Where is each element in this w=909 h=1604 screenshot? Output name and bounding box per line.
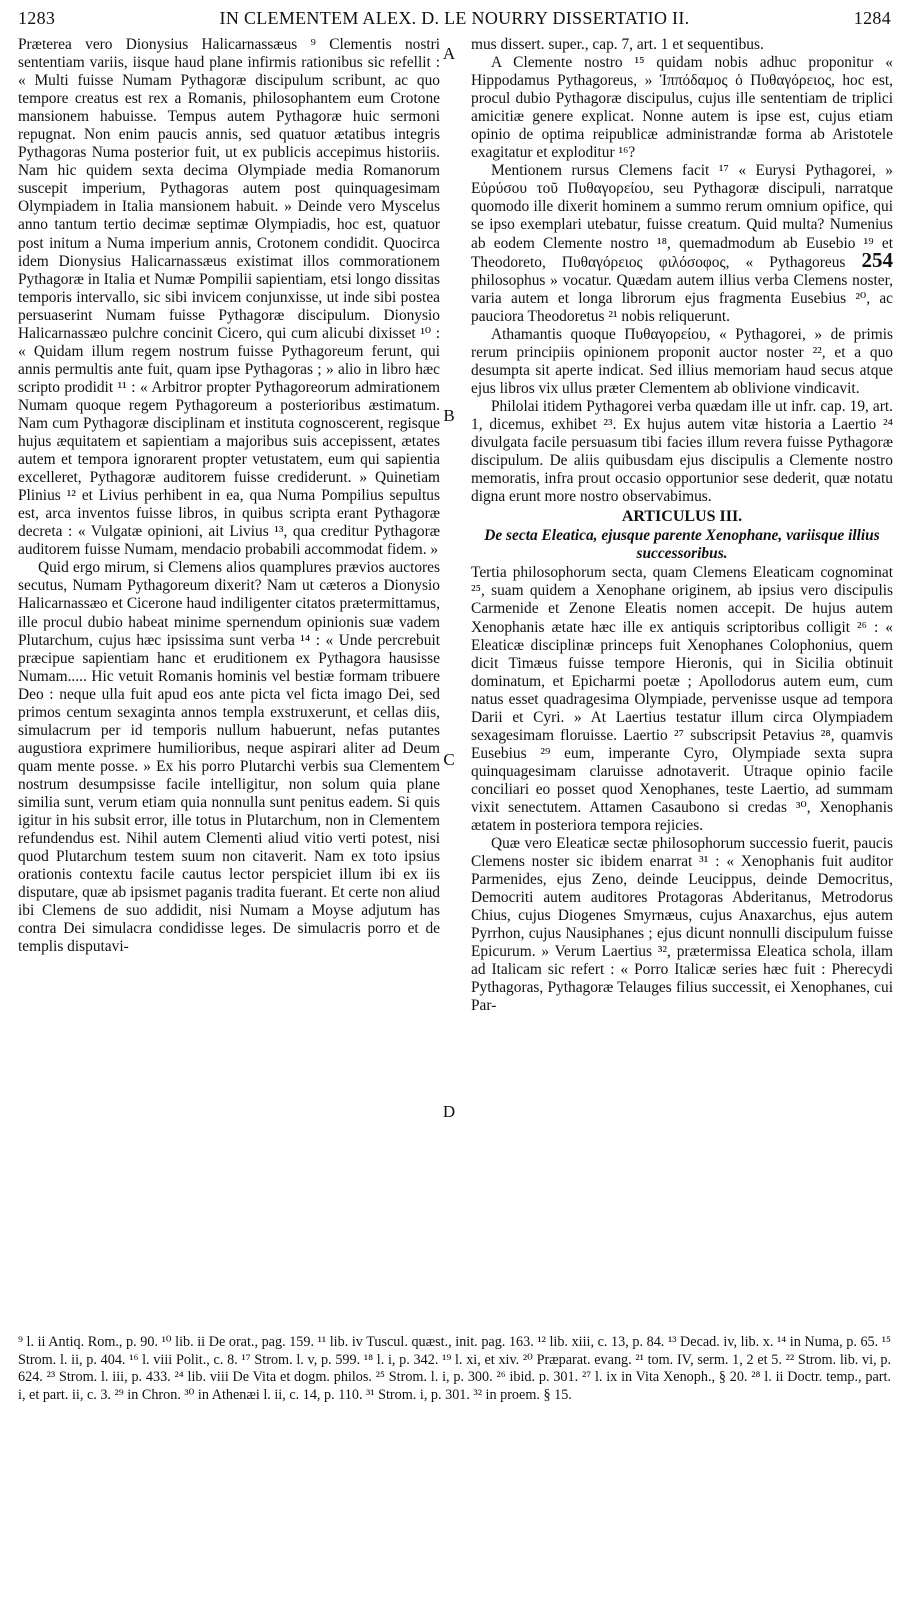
paragraph: Quid ergo mirum, si Clemens alios quamplures prævios auctores secutus, Numam Pythagoreum dixerit? Nam ut cæteros a Dionysio Halicarnassæo et Cicerone haud indiligenter citatos prætermittamus, ille procul dubio habeat minime spernendum opinionis suæ vadem Plutarchum, cujus hæc ipsissima sunt verba ¹⁴ : « Unde percrebuit præcipue sapientiam hanc et eruditionem ex Pythagora hausisse Numam..... Hic vetuit Romanis hominis vel bestiæ formam tribuere Deo : neque ulla fuit apud eos ante picta vel ficta imago Dei, sed primos centum sexaginta annos templa exstruxerunt, et cellas diis, simulacrum per id temporis nullum habuerunt, nefas putantes augustiora exprimere humilioribus, neque aspirari aliter ad Deum quam mente posse. » Ex his porro Plutarchi verbis sua Clementem nostrum desumpsisse facile intelligitur, non solum quia plane similia sunt, verum etiam quia nonnulla sunt penitus eadem. Si quis igitur in his subsit error, ille totus in Plutarchum, non in Clementem refundendus est. Nihil autem Clementi aliud vitio verti potest, nisi quod Plutarchum testem suum non citaverit. Nam ex toto ipsius orationis contextu facile cautus lector perspiciet illum ibi ex iis disputare, quæ ab ipsismet paganis tradita fuerant. Et certe non aliud ibi Clemens de suo addidit, nisi Numam a Moyse adjutum has contra Dei simulacra condidisse leges. De simulacris porro et de templis disputavi- (18, 559, 440, 956)
article-subtitle: De secta Eleatica, ejusque parente Xenophane, variisque illius successoribus. (484, 527, 880, 563)
paragraph: Præterea vero Dionysius Halicarnassæus ⁹ Clementis nostri sententiam variis, iisque haud plane infirmis rationibus sic refellit : « Multi fuisse Numam Pythagoræ discipulum scribunt, ac quo tempore creatus est rex a Romanis, philosophantem eum Crotone mansionem habuisse. Tempus autem Pythagoræ huic sermoni repugnat. Non enim paucis annis, sed quatuor ætatibus integris Pythagoras Numa posterior fuit, ut ex publicis accepimus historiis. Nam hic quidem sexta decima Olympiade media Romanorum suscepit imperium, Pythagoras autem post quinquagesimam Olympiadem in Italia mansionem habuit. » Deinde vero Myscelus anno tantum tertio decimæ septimæ Olympiadis, hoc est, quatuor post initum a Numa imperium annis, Crotonem condidit. Quocirca idem Dionysius Halicarnassæus existimat illos commorationem Pythagoræ in Italia et Numæ Pompilii sapientiam, etsi longo dissitas temporis intervallo, sic sibi invicem conjunxisse, ut inde sibi postea persuaserint Numam fuisse Pythagoræ discipulum. Dionysio Halicarnassæo pulchre concinit Cicero, qui cum alicubi dixisset ¹⁰ : « Quidam illum regem nostrum fuisse Pythagoreum ferunt, qui annis permultis ante fuit, quam ipse Pythagoras ; » alio in libro hæc scripto prodidit ¹¹ : « Arbitror propter Pythagoreorum admirationem Numam quoque regem Pythagoreum a posterioribus æstimatum. Nam cum Pythagoræ disciplinam et instituta cognoscerent, regisque hujus æquitatem et sapientiam a majoribus suis accepissent, ætates autem et tempora ignorarent propter vetustatem, eum qui sapientia excelleret, Pythagoræ auditorem fuisse crediderunt. » Quinetiam Plinius ¹² et Livius perhibent in ea, qua Numa Pompilius sepultus est, arca inventos fuisse libros, in quibus scripta erant Pythagoræ decreta : « Vulgatæ opinioni, ait Livius ¹³, qua creditur Pythagoræ auditorem fuisse Numam, mendacio probabili accommodat fidem. » (18, 36, 440, 559)
running-header (18, 8, 891, 36)
paragraph-text: Mentionem rursus Clemens facit ¹⁷ « Eurysi Pythagorei, » Εὐρύσου τοῦ Πυθαγορείου, seu Pythagoræ discipuli, narratque quomodo ille dixerit hominem a summo rerum omnium opifice, qui se ipso exemplari utebatur, fuisse creatum. Quid multa? Numenius ab eodem Clemente nostro ¹⁸, quemadmodum ab Eusebio ¹⁹ et Theodoreto, Πυθαγόρειος φιλόσοφος, « Pythagoreus (471, 162, 893, 271)
footnotes (18, 1334, 891, 1404)
paragraph: Tertia philosophorum secta, quam Clemens Eleaticam cognominat ²⁵, suam quidem a Xenophane originem, ab ipsius vero discipulis Carmenide et Zenone Eleatis nomen accepit. De hujus autem Xenophanis ætate hæc ille ex antiquis scriptoribus colligit ²⁶ : « Eleaticæ disciplinæ princeps fuit Xenophanes Colophonius, quem dicit Timæus fuisse tempore Hieronis, qui in Sicilia obtinuit dominatum, et Epicharmi poetæ ; Apollodorus autem eum, cum natus esset quadragesima Olympiade, pervenisse usque ad tempora Darii et Cyri. » At Laertius testatur illum circa Olympiadem sexagesimam floruisse. Laertio ²⁷ subscripsit Petavius ²⁸, quamvis Eusebius ²⁹ eum, imperante Cyro, Olympiade sexta supra quinquagesimam claruisse adnotaverit. Utraque opinio facile conciliari eo posset quod Xenophanes, teste Laertio, ad summam vixit senectutem. Attamen Casaubono si credas ³⁰, Xenophanis ætatem in posteriora tempora rejicies. (471, 564, 893, 835)
original-page-marker: 254 (861, 247, 893, 272)
paragraph: A Clemente nostro ¹⁵ quidam nobis adhuc proponitur « Hippodamus Pythagoreus, » Ἱππόδαμος ὁ Πυθαγόρειος, hoc est, procul dubio Pythagoræ discipulus, cujus ille sententiam de triplici amicitiæ genere explicat. Nonne autem is ipse est, cujus etiam opinio de optima reipublicæ administrandæ forma ab Aristotele exagitatur et exploditur ¹⁶? (471, 54, 893, 162)
article-heading: ARTICULUS III. (621, 508, 743, 526)
running-title: IN CLEMENTEM ALEX. D. LE NOURRY DISSERTATIO II. (219, 8, 690, 28)
margin-letter-b: B (443, 406, 455, 425)
paragraph: mus dissert. super., cap. 7, art. 1 et sequentibus. (471, 36, 764, 53)
footnote-text: ⁹ l. ii Antiq. Rom., p. 90. ¹⁰ lib. ii De orat., pag. 159. ¹¹ lib. iv Tuscul. quæst., init. pag. 163. ¹² lib. xiii, c. 13, p. 84. ¹³ Decad. iv, lib. x. ¹⁴ in Numa, p. 65. ¹⁵ Strom. l. ii, p. 404. ¹⁶ l. viii Polit., c. 8. ¹⁷ Strom. l. v, p. 599. ¹⁸ l. i, p. 342. ¹⁹ l. xi, et xiv. ²⁰ Præparat. evang. ²¹ tom. IV, serm. 1, 2 et 5. ²² Strom. lib. vi, p. 624. ²³ Strom. l. iii, p. 433. ²⁴ lib. viii De Vita et dogm. philos. ²⁵ Strom. l. i, p. 300. ²⁶ ibid. p. 301. ²⁷ l. ix in Vita Xenoph., § 20. ²⁸ l. ii Doctr. temp., part. i, et part. ii, c. 3. ²⁹ in Chron. ³⁰ in Athenæi l. ii, c. 14, p. 110. ³¹ Strom. i, p. 301. ³² in proem. § 15. (18, 1334, 891, 1403)
paragraph: Quæ vero Eleaticæ sectæ philosophorum successio fuerit, paucis Clemens noster sic ibidem enarrat ³¹ : « Xenophanis fuit auditor Parmenides, ejus Zeno, deinde Leucippus, deinde Democritus, Democriti autem auditores Protagoras Abderitanus, Metrodorus Chius, cujus Diogenes Smyrnæus, cujus Anaxarchus, ejus autem Pyrrhon, cujus Nausiphanes ; ejus dicunt nonnulli discipulum fuisse Epicurum. » Verum Laertius ³², prætermissa Eleatica schola, illam ad Italicam sic refert : « Porro Italicæ series hæc fuit : Pherecydi Pythagoras, Pythagoræ Telauges filius successit, ei Xenophanes, cui Par- (471, 835, 893, 1015)
paragraph-text: philosophus » vocatur. Quædam autem illius verba Clemens noster, varia autem et longa librorum ejus fragmenta Eusebius ²⁰, ac pauciora Theodoretus ²¹ nobis reliquerunt. (471, 271, 893, 325)
paragraph: Philolai itidem Pythagorei verba quædam ille ut infr. cap. 19, art. 1, dicemus, exhibet ²³. Ex hujus autem vitæ historia a Laertio ²⁴ divulgata facile persuasum tibi facies illum revera fuisse Pythagoræ discipulum. De aliis quibusdam ejus discipulis a Clemente nostro memoratis, infra prout occasio opportunior sese dederit, quæ notatu digna erunt more nostro observabimus. (471, 397, 893, 506)
margin-letter-d: D (442, 1102, 456, 1121)
paragraph (471, 162, 893, 325)
paragraph: Athamantis quoque Πυθαγορείου, « Pythagorei, » de primis rerum principiis opinionem proponit auctor noster ²², et a quo desumpta sit aperte indicat. Sed illius memoriam haud secus atque ejus libros vix ullus præter Clementem ab oblivione vindicavit. (471, 325, 893, 397)
right-column (471, 36, 893, 1016)
margin-letter-c: C (443, 750, 455, 769)
left-column (18, 36, 440, 956)
page-number-right: 1284 (853, 8, 891, 28)
page-number-left: 1283 (18, 8, 56, 28)
margin-letter-a: A (442, 44, 456, 63)
